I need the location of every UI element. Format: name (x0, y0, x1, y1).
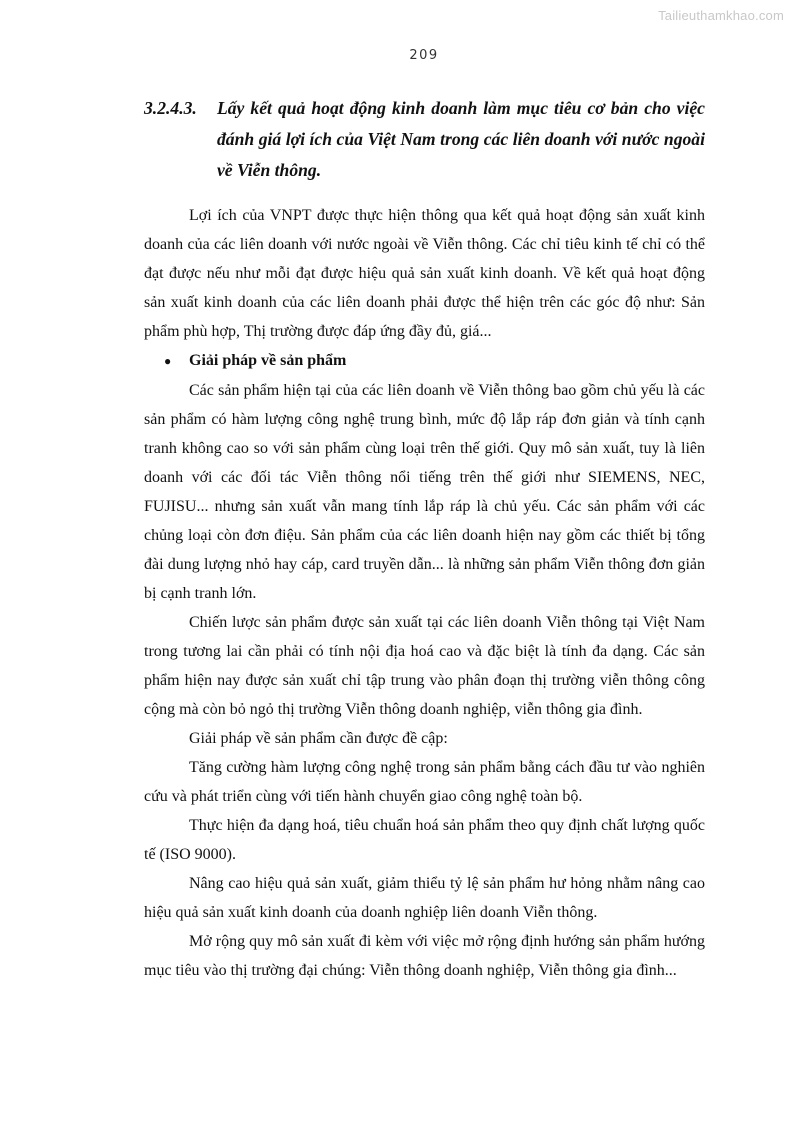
paragraph: Mở rộng quy mô sản xuất đi kèm với việc mở rộng định hướng sản phẩm hướng mục tiêu vào thị trường đại chúng: Viễn thông doanh nghiệp, Viễn thông gia đình... (144, 933, 705, 979)
bullet-title: Giải pháp về sản phẩm (189, 352, 347, 369)
bullet-heading (144, 346, 705, 376)
paragraph: Tăng cường hàm lượng công nghệ trong sản phẩm bằng cách đầu tư vào nghiên cứu và phát triển cùng với tiến hành chuyển giao công nghệ toàn bộ. (144, 759, 705, 805)
paragraph: Nâng cao hiệu quả sản xuất, giảm thiểu tỷ lệ sản phẩm hư hỏng nhằm nâng cao hiệu quả sản xuất kinh doanh của doanh nghiệp liên doanh Viễn thông. (144, 875, 705, 921)
document-body (144, 93, 705, 985)
paragraph: Các sản phẩm hiện tại của các liên doanh về Viễn thông bao gồm chủ yếu là các sản phẩm có hàm lượng công nghệ trung bình, mức độ lắp ráp đơn giản và tính cạnh tranh không cao so với sản phẩm cùng loại trên thế giới. Quy mô sản xuất, tuy là liên doanh với các đối tác Viễn thông nổi tiếng trên thế giới như SIEMENS, NEC, FUJISU... nhưng sản xuất vẫn mang tính lắp ráp là chủ yếu. Các sản phẩm với các chủng loại còn đơn điệu. Sản phẩm của các liên doanh hiện nay gồm các thiết bị tổng đài dung lượng nhỏ hay cáp, card truyền dẫn... là những sản phẩm Viễn thông đơn giản bị cạnh tranh lớn. (144, 382, 705, 602)
bullet-dot-icon: ● (164, 354, 172, 368)
page-number: 209 (409, 48, 439, 63)
intro-paragraph: Lợi ích của VNPT được thực hiện thông qua kết quả hoạt động sản xuất kinh doanh của các liên doanh với nước ngoài về Viễn thông. Các chỉ tiêu kinh tế chỉ có thể đạt được nếu như mỗi đạt được hiệu quả sản xuất kinh doanh. Về kết quả hoạt động sản xuất kinh doanh của các liên doanh phải được thể hiện trên các góc độ như: Sản phẩm phù hợp, Thị trường được đáp ứng đầy đủ, giá... (144, 207, 705, 340)
section-heading (144, 93, 705, 186)
paragraph: Chiến lược sản phẩm được sản xuất tại các liên doanh Viễn thông tại Việt Nam trong tương lai cần phải có tính nội địa hoá cao và đặc biệt là tính đa dạng. Các sản phẩm hiện nay được sản xuất chỉ tập trung vào phân đoạn thị trường viễn thông công cộng mà còn bỏ ngỏ thị trường Viễn thông doanh nghiệp, viễn thông gia đình. (144, 614, 705, 718)
section-title: Lấy kết quả hoạt động kinh doanh làm mục tiêu cơ bản cho việc đánh giá lợi ích của Việt Nam trong các liên doanh với nước ngoài về Viễn thông. (217, 98, 705, 180)
paragraph: Thực hiện đa dạng hoá, tiêu chuẩn hoá sản phẩm theo quy định chất lượng quốc tế (ISO 9000). (144, 817, 705, 863)
section-number: 3.2.4.3. (144, 98, 197, 118)
watermark: Tailieuthamkhao.com (658, 8, 784, 23)
paragraph: Giải pháp về sản phẩm cần được đề cập: (189, 730, 448, 747)
